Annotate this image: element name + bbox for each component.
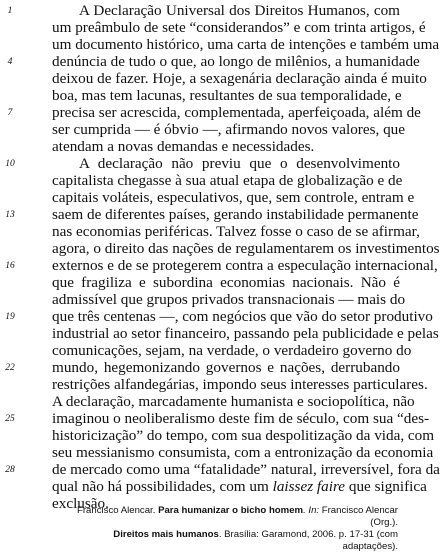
text-line: A Declaração Universal dos Direitos Humanos, com	[79, 2, 400, 19]
line-number: 10	[5, 159, 15, 169]
citation-details: . Brasília: Garamond, 2006. p. 17-31 (com adaptações).	[218, 529, 398, 552]
text-line: externos e de se protegerem contra a especulação internacional,	[52, 257, 438, 274]
citation-author: Francisco Alencar.	[77, 505, 159, 516]
citation-line-1	[60, 505, 398, 529]
text-line: A declaração não previu que o desenvolvimento	[79, 155, 400, 172]
text-line: capitalista chegasse à sua atual etapa de globalização e de	[52, 172, 403, 189]
text-line: um documento histórico, uma carta de intenções e também uma	[52, 36, 440, 53]
text-line: seu messianismo consumista, com a entronização da economia	[52, 444, 434, 461]
text-line: A declaração, marcadamente humanista e sociopolítica, não	[52, 393, 415, 410]
italic-term: laissez faire	[272, 478, 346, 495]
text-line: nas economias periféricas. Talvez fosse o caso de se afirmar,	[52, 223, 420, 240]
text-line: agora, o direito das nações de regulamentarem os investimentos	[52, 240, 440, 257]
text-line: imaginou o neoliberalismo deste fim de século, com sua “des-	[52, 410, 430, 427]
citation-title: Para humanizar o bicho homem	[158, 505, 304, 516]
line-number: 22	[5, 363, 15, 373]
text-line: de mercado como uma “fatalidade” natural, irreversível, fora da	[52, 461, 440, 478]
text-line: industrial ao setor financeiro, passando pela publicidade e pelas	[52, 325, 439, 342]
text-line: denúncia de tudo o que, ao longo de milênios, a humanidade	[52, 53, 420, 70]
text-line: um preâmbulo de sete “considerandos” e com trinta artigos, é	[52, 19, 426, 36]
line-number: 25	[5, 414, 15, 424]
line-number: 4	[7, 57, 13, 67]
text-line: saem de diferentes países, gerando instabilidade permanente	[52, 206, 419, 223]
citation-line-2	[60, 529, 398, 553]
text-line: ser cumprida — é óbvio —, afirmando novos valores, que	[52, 121, 406, 138]
text-line: mundo, hegemonizando governos e nações, derrubando	[52, 359, 400, 376]
citation-editor: Francisco Alencar (Org.).	[321, 505, 398, 528]
text-line: atendam a novas demandas e necessidades.	[52, 138, 315, 155]
line-number: 19	[5, 312, 15, 322]
text-line: que fragiliza e subordina economias nacionais. Não é	[52, 274, 400, 291]
text-line: restrições alfandegárias, impondo seus interesses particulares.	[52, 376, 428, 393]
line-number: 1	[7, 6, 13, 16]
line-number: 16	[5, 261, 15, 271]
text-line: admissível que grupos privados transnacionais — mais do	[52, 291, 406, 308]
citation-book: Direitos mais humanos	[113, 529, 219, 540]
text-line: boa, mas tem lacunas, resultantes de sua temporalidade, e	[52, 87, 402, 104]
source-citation	[60, 505, 398, 553]
text-line-with-italic	[52, 478, 427, 495]
line-number: 28	[5, 465, 15, 475]
text-line: comunicações, sejam, na verdade, o verdadeiro governo do	[52, 342, 412, 359]
text-line: exclusão.	[52, 495, 109, 512]
citation-in-label: . In:	[303, 505, 322, 516]
text-segment: que significa	[345, 478, 427, 495]
line-number: 7	[7, 108, 13, 118]
text-segment: qual não há possibilidades, com um	[52, 478, 273, 495]
text-line: que três centenas —, com negócios que vão do setor produtivo	[52, 308, 433, 325]
text-line: historicização” do tempo, com sua despolitização da vida, com	[52, 427, 435, 444]
text-line: precisa ser acrescida, complementada, aperfeiçoada, além de	[52, 104, 421, 121]
line-number: 13	[5, 210, 15, 220]
text-line: deixou de fazer. Hoje, a sexagenária declaração ainda é muito	[52, 70, 427, 87]
text-line: capitais voláteis, especulativos, que, sem controle, entram e	[52, 189, 415, 206]
